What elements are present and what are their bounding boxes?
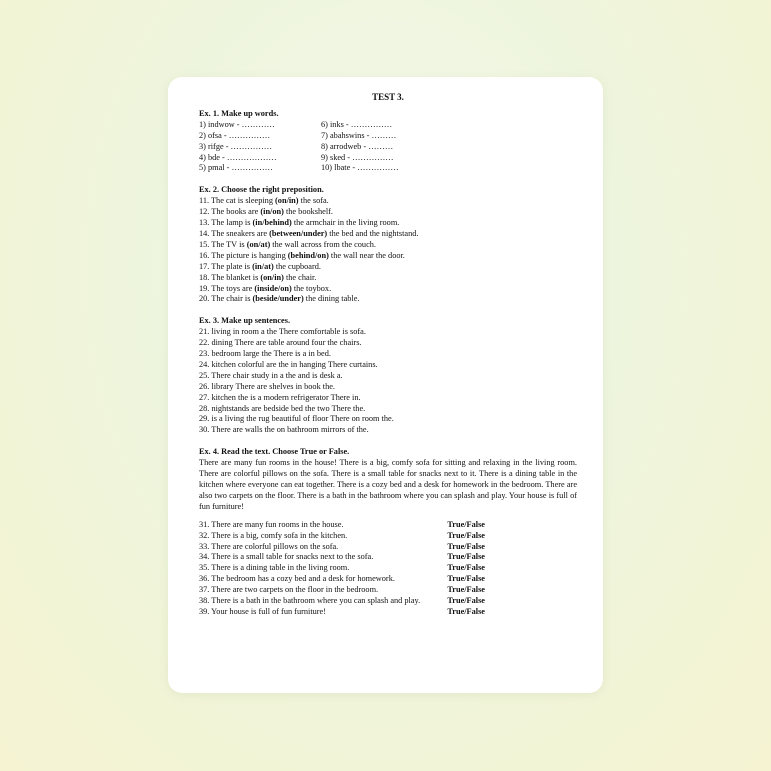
word-item: 8) arrodweb - ……… [321, 141, 394, 151]
word-item: 9) sked - …………… [321, 152, 394, 162]
true-false-item: 38. There is a bath in the bathroom where you can splash and play. True/False [199, 596, 485, 606]
sentence-item: 26. library There are shelves in book the. [199, 381, 336, 391]
sentence-item: 29. is a living the rug beautiful of floor There on room the. [199, 414, 394, 424]
word-item: 3) rifge - …………… [199, 141, 273, 151]
preposition-item: 12. The books are (in/on) the bookshelf. [199, 207, 333, 217]
true-false-option: True/False [447, 563, 485, 573]
true-false-item: 37. There are two carpets on the floor in the bedroom. True/False [199, 585, 485, 595]
preposition-item: 16. The picture is hanging (behind/on) the wall near the door. [199, 250, 405, 260]
word-item: 4) bde - ……………… [199, 152, 277, 162]
preposition-item: 17. The plate is (in/at) the cupboard. [199, 261, 321, 271]
word-item: 1) indwow - ………… [199, 119, 275, 129]
preposition-item: 19. The toys are (inside/on) the toybox. [199, 283, 332, 293]
sentence-item: 23. bedroom large the There is a in bed. [199, 349, 331, 359]
sentence-item: 22. dining There are table around four the chairs. [199, 338, 362, 348]
true-false-option: True/False [447, 596, 485, 606]
true-false-item: 36. The bedroom has a cozy bed and a desk for homework. True/False [199, 574, 485, 584]
true-false-item: 34. There is a small table for snacks next to the sofa. True/False [199, 552, 485, 562]
word-item: 6) inks - …………… [321, 119, 393, 129]
preposition-item: 20. The chair is (beside/under) the dining table. [199, 294, 360, 304]
true-false-option: True/False [447, 530, 485, 540]
preposition-item: 15. The TV is (on/at) the wall across from the couch. [199, 239, 376, 249]
ex4-true-false-list [199, 520, 577, 618]
ex2-heading: Ex. 2. Choose the right preposition. [199, 185, 324, 195]
ex3-list [199, 327, 577, 436]
word-item: 5) pmal - …………… [199, 163, 273, 173]
preposition-item: 13. The lamp is (in/behind) the armchair in the living room. [199, 218, 400, 228]
page-title: TEST 3. [372, 92, 404, 102]
true-false-item: 39. Your house is full of fun furniture! True/False [199, 606, 485, 616]
true-false-item: 33. There are colorful pillows on the sofa. True/False [199, 541, 485, 551]
true-false-item: 32. There is a big, comfy sofa in the kitchen. True/False [199, 530, 485, 540]
sentence-item: 30. There are walls the on bathroom mirrors of the. [199, 425, 369, 435]
ex4-reading-text: There are many fun rooms in the house! There is a big, comfy sofa for sitting and relaxing in the living room. There are colorful pillows on the sofa. There is a small table for snacks next to it. There is a dining table in the kitchen where everyone can eat together. There is a cozy bed and a desk for homework in the bedroom. There are also two carpets on the floor. There is a bath in the bathroom where you can splash and play. Your house is full of fun furniture! [199, 458, 577, 511]
sentence-item: 25. There chair study in a the and is desk a. [199, 370, 343, 380]
true-false-option: True/False [447, 606, 485, 616]
sentence-item: 27. kitchen the is a modern refrigerator There in. [199, 392, 361, 402]
ex3-heading: Ex. 3. Make up sentences. [199, 316, 291, 326]
true-false-item: 35. There is a dining table in the living room. True/False [199, 563, 485, 573]
true-false-option: True/False [447, 552, 485, 562]
word-item: 7) abahswins - ……… [321, 130, 397, 140]
worksheet-page [168, 77, 603, 693]
true-false-option: True/False [447, 574, 485, 584]
word-item: 10) lbate - …………… [321, 163, 399, 173]
sentence-item: 21. living in room a the There comfortable is sofa. [199, 327, 366, 337]
ex4-heading: Ex. 4. Read the text. Choose True or False. [199, 447, 350, 457]
ex1-right-column [321, 120, 577, 175]
ex1-word-list [199, 120, 577, 175]
ex1-left-column [199, 120, 321, 175]
preposition-item: 14. The sneakers are (between/under) the bed and the nightstand. [199, 228, 419, 238]
preposition-item: 11. The cat is sleeping (on/in) the sofa. [199, 196, 329, 206]
preposition-item: 18. The blanket is (on/in) the chair. [199, 272, 317, 282]
ex1-heading: Ex. 1. Make up words. [199, 108, 279, 118]
true-false-option: True/False [447, 541, 485, 551]
sentence-item: 24. kitchen colorful are the in hanging There curtains. [199, 359, 378, 369]
true-false-option: True/False [447, 519, 485, 529]
ex2-list [199, 196, 577, 305]
word-item: 2) ofsa - …………… [199, 130, 271, 140]
true-false-item: 31. There are many fun rooms in the house. True/False [199, 519, 485, 529]
sentence-item: 28. nightstands are bedside bed the two There the. [199, 403, 366, 413]
true-false-option: True/False [447, 585, 485, 595]
